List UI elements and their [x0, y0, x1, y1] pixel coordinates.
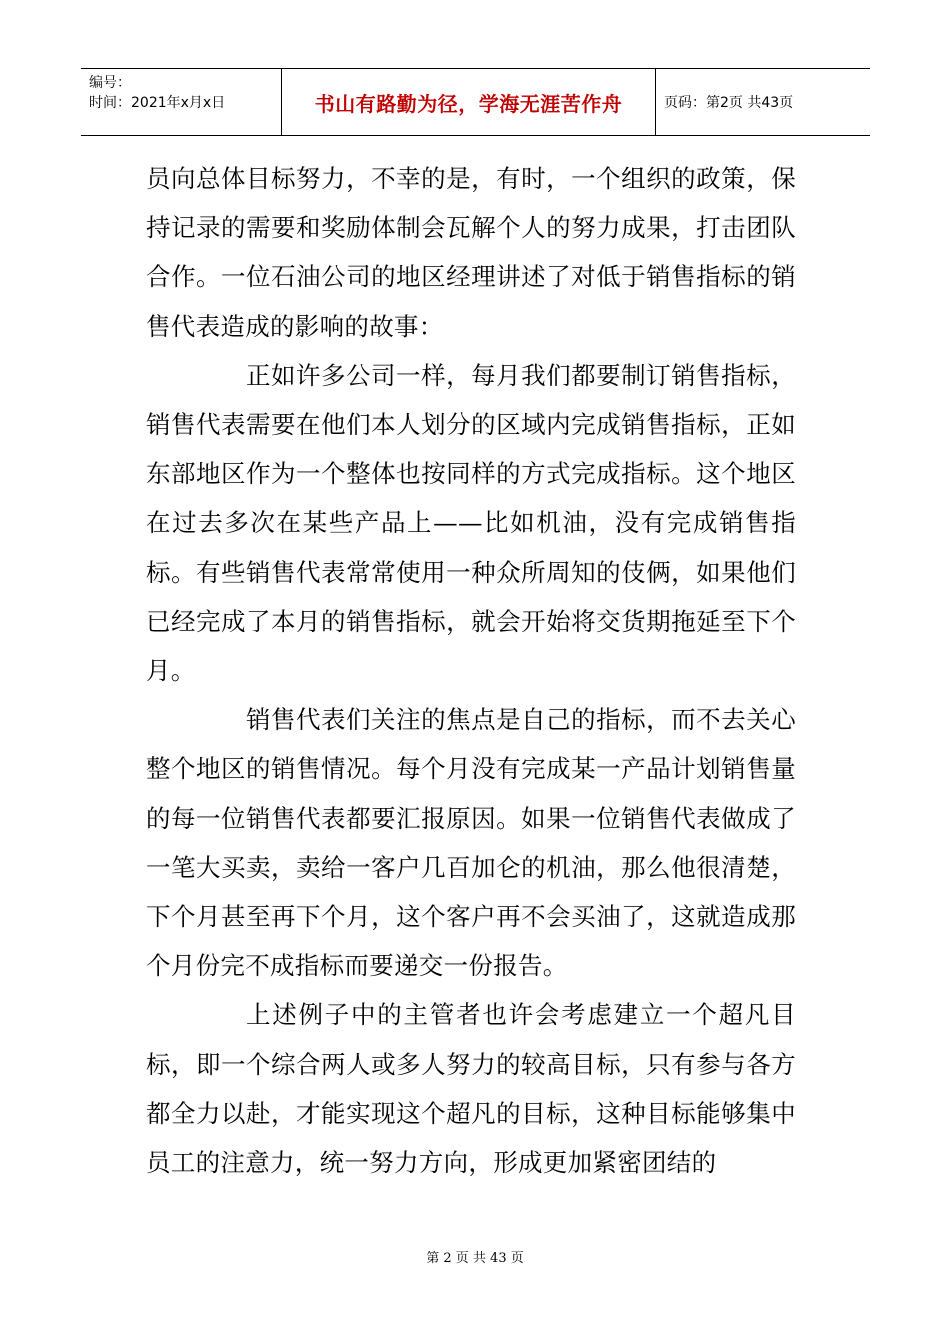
- page-footer: 第 2 页 共 43 页: [426, 1251, 524, 1266]
- header-motto: 书山有路勤为径，学海无涯苦作舟: [282, 69, 656, 135]
- body-paragraph: 正如许多公司一样，每月我们都要制订销售指标，销售代表需要在他们本人划分的区域内完成销售指标，正如东部地区作为一个整体也按同样的方式完成指标。这个地区在过去多次在某些产品上——比如机油，没有完成销售指标。有些销售代表常常使用一种众所周知的伎俩，如果他们已经完成了本月的销售指标，就会开始将交货期拖延至下个月。: [146, 360, 796, 686]
- body-paragraph: 销售代表们关注的焦点是自己的指标，而不去关心整个地区的销售情况。每个月没有完成某一产品计划销售量的每一位销售代表都要汇报原因。如果一位销售代表做成了一笔大买卖，卖给一客户几百加仑的机油，那么他很清楚，下个月甚至再下个月，这个客户再不会买油了，这就造成那个月份完不成指标而要递交一份报告。: [146, 705, 796, 981]
- document-header: [81, 68, 870, 136]
- document-number-label: 编号：: [89, 75, 131, 91]
- document-body: [146, 154, 796, 1187]
- body-paragraph: 上述例子中的主管者也许会考虑建立一个超凡目标，即一个综合两人或多人努力的较高目标，只有参与各方都全力以赴，才能实现这个超凡的目标，这种目标能够集中员工的注意力，统一努力方向，形成更加紧密团结的: [146, 1000, 796, 1178]
- document-date-label: 时间：2021年x月x日: [89, 95, 226, 111]
- body-paragraph: 员向总体目标努力，不幸的是，有时，一个组织的政策，保持记录的需要和奖励体制会瓦解个人的努力成果，打击团队合作。一位石油公司的地区经理讲述了对低于销售指标的销售代表造成的影响的故事：: [146, 164, 796, 341]
- header-meta-cell: [81, 69, 282, 135]
- header-page-info: 页码：第2页 共43页: [664, 95, 794, 111]
